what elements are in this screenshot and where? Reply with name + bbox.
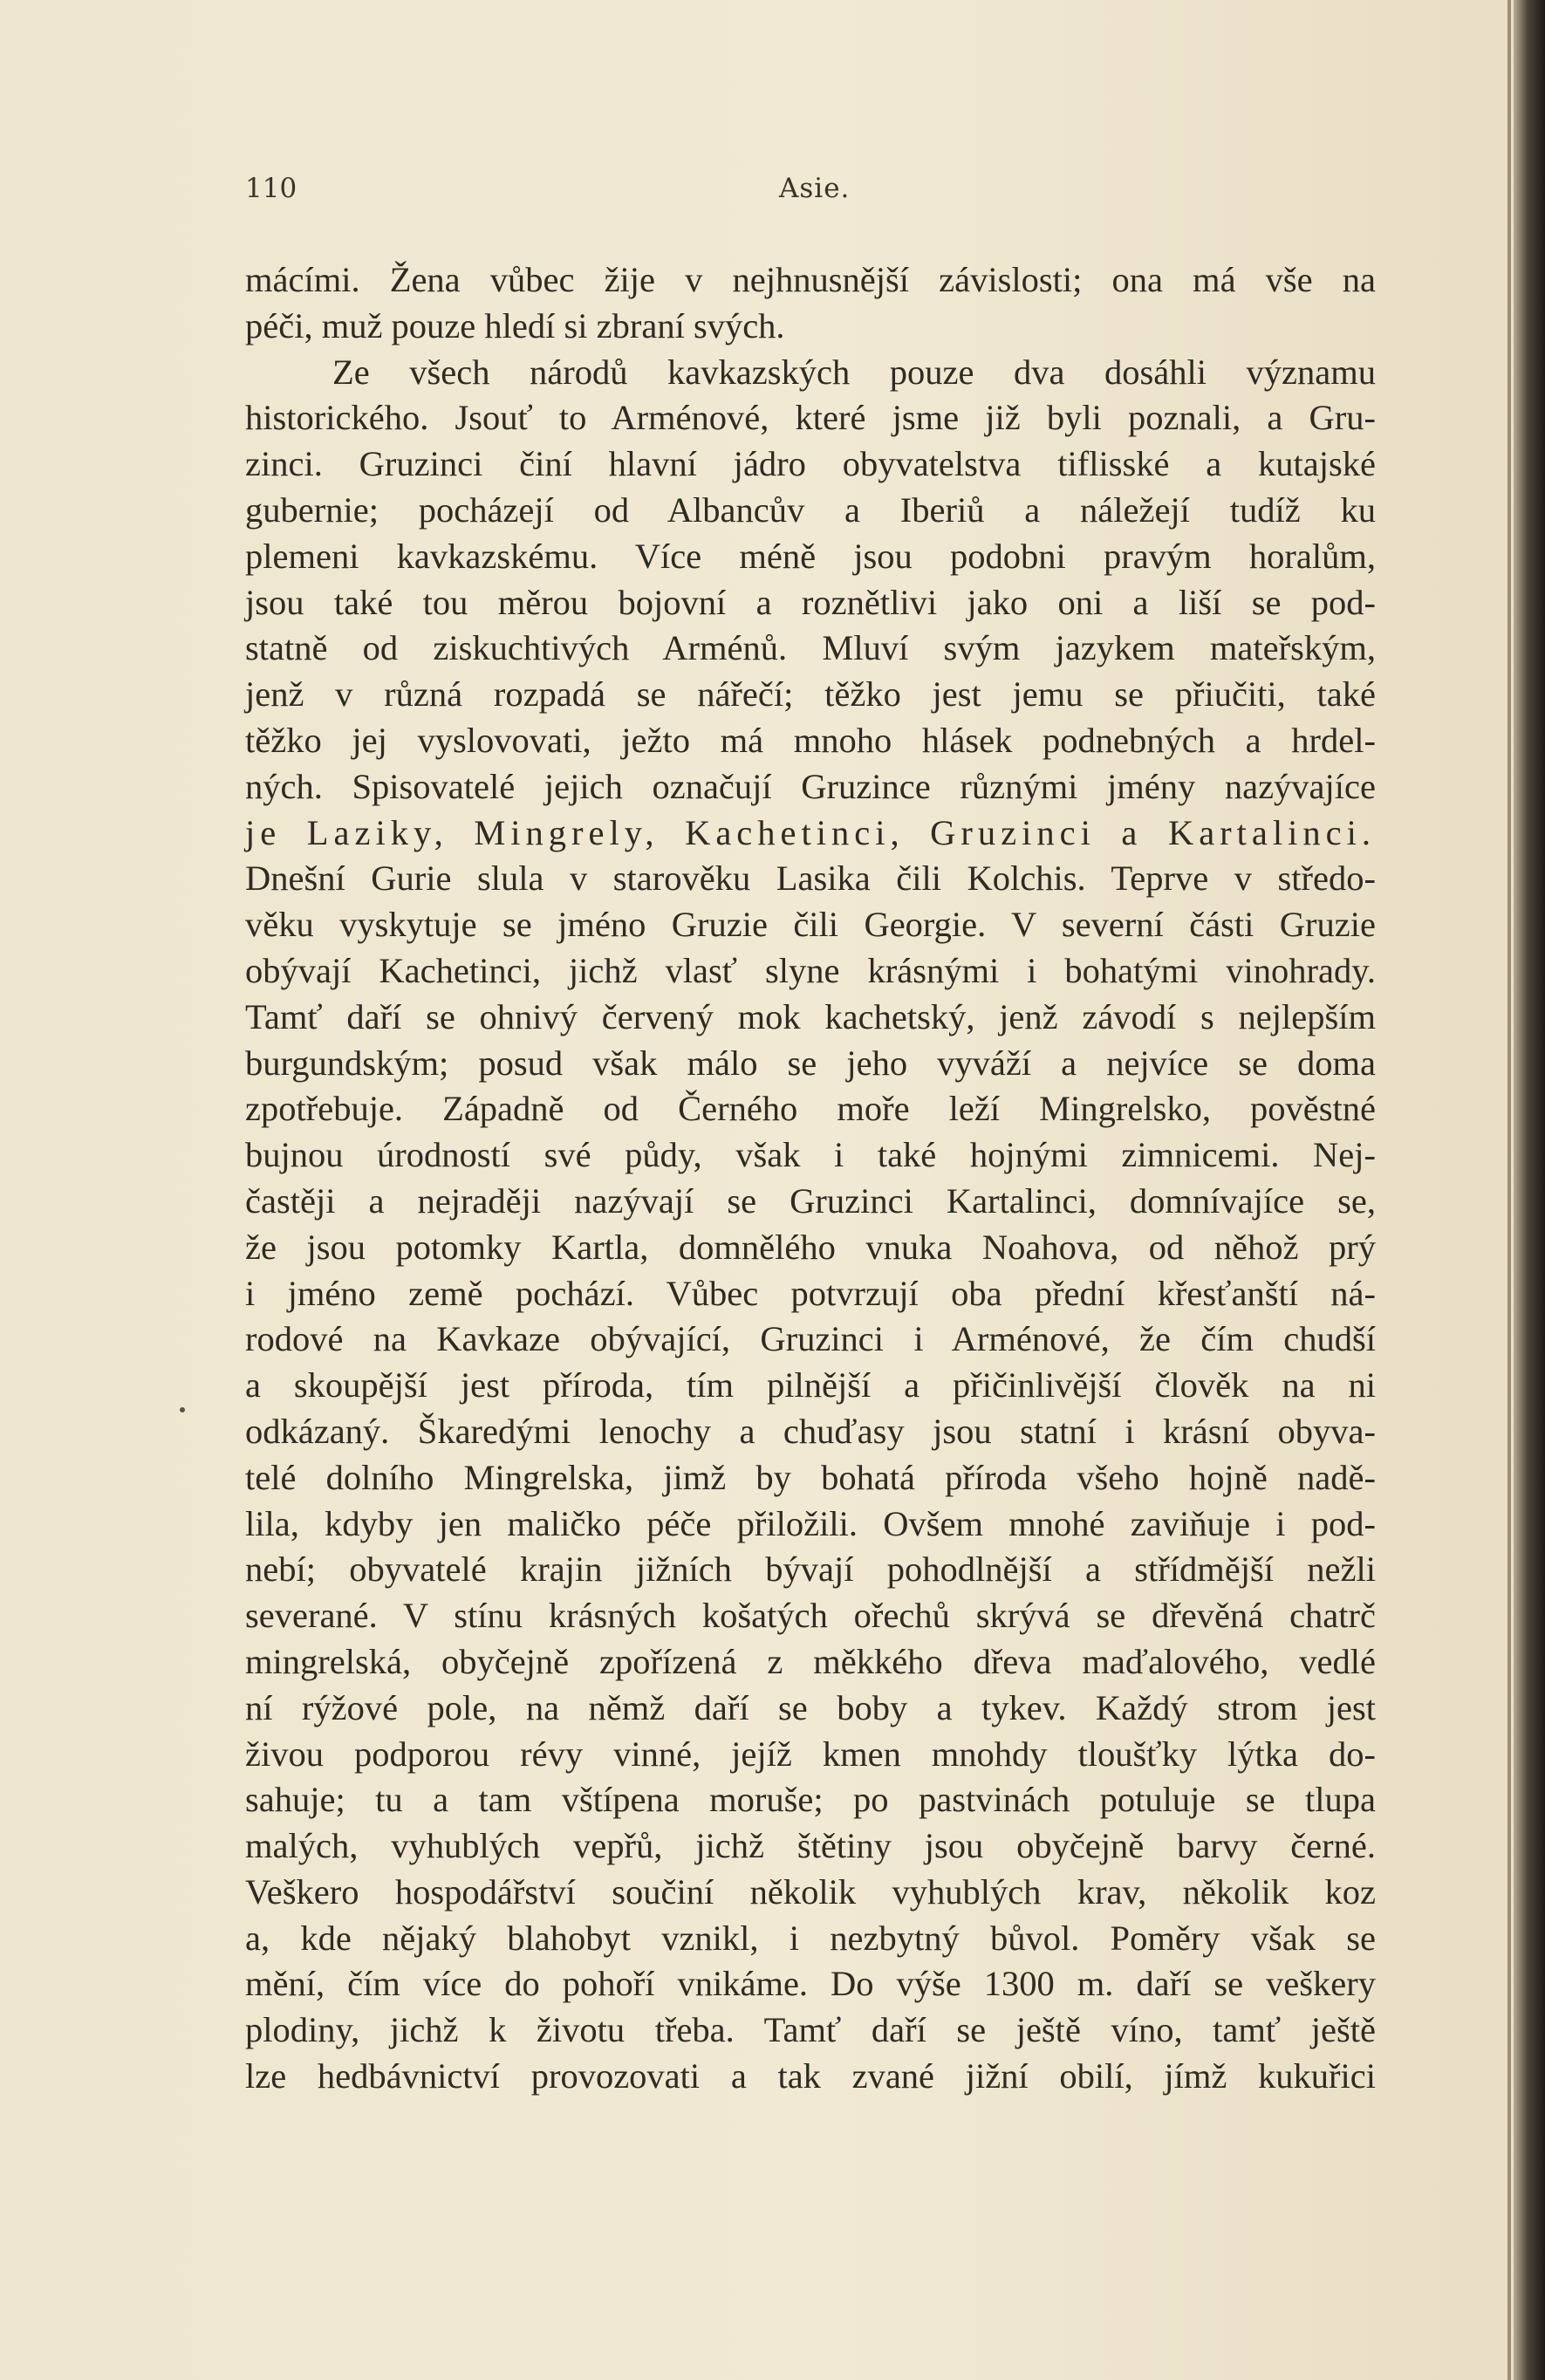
body-text	[245, 257, 1376, 2100]
page-number: 110	[245, 173, 297, 204]
text-line: nebí; obyvatelé krajin jižních bývají pohodlnější a střídmější nežli	[245, 1549, 1376, 1590]
text-line: a, kde nějaký blahobyt vznikl, i nezbytný bůvol. Poměry však se	[245, 1918, 1376, 1958]
text-line: statně od ziskuchtivých Arménů. Mluví svým jazykem mateřským,	[245, 628, 1376, 668]
text-line: sahuje; tu a tam vštípena moruše; po pastvinách potuluje se tlupa	[245, 1780, 1376, 1820]
text-line: bujnou úrodností své půdy, však i také hojnými zimnicemi. Nej-	[245, 1135, 1376, 1175]
text-line: věku vyskytuje se jméno Gruzie čili Georgie. V severní části Gruzie	[245, 905, 1376, 945]
text-line: burgundským; posud však málo se jeho vyváží a nejvíce se doma	[245, 1043, 1376, 1083]
text-line: obývají Kachetinci, jichž vlasť slyne krásnými i bohatými vinohrady.	[245, 950, 1376, 990]
text-line: historického. Jsouť to Arménové, které jsme již byli poznali, a Gru-	[245, 398, 1376, 438]
text-line: Dnešní Gurie slula v starověku Lasika čili Kolchis. Teprve v středo-	[245, 858, 1376, 899]
text-line: živou podporou révy vinné, jejíž kmen mnohdy tloušťky lýtka do-	[245, 1734, 1376, 1774]
text-line: rodové na Kavkaze obývající, Gruzinci i Arménové, že čím chudší	[245, 1319, 1376, 1359]
text-line: mění, čím více do pohoří vnikáme. Do výše 1300 m. daří se veškery	[245, 1964, 1376, 2004]
text-line: mácími. Žena vůbec žije v nejhnusnější závislosti; ona má vše na	[245, 260, 1376, 299]
text-line: jenž v různá rozpadá se nářečí; těžko jest jemu se přiučiti, také	[245, 674, 1376, 715]
text-line: ní rýžové pole, na němž daří se boby a tykev. Každý strom jest	[245, 1687, 1376, 1727]
text-line: ných. Spisovatelé jejich označují Gruzince různými jmény nazývajíce	[245, 766, 1376, 806]
text-line: Ze všech národů kavkazských pouze dva dosáhli významu	[332, 352, 1376, 392]
page-edge-line	[1507, 0, 1511, 2380]
text-line: Veškero hospodářství součiní několik vyhublých krav, několik koz	[245, 1871, 1376, 1912]
book-spine-shadow	[1514, 0, 1545, 2380]
text-line: plodiny, jichž k životu třeba. Tamť daří se ještě víno, tamť ještě	[245, 2010, 1376, 2050]
text-line: mingrelská, obyčejně zpořízená z měkkého dřeva maďalového, vedlé	[245, 1641, 1376, 1681]
page-header	[245, 173, 1376, 216]
text-line: lila, kdyby jen maličko péče přiložili. Ovšem mnohé zaviňuje i pod-	[245, 1503, 1376, 1543]
text-line: zpotřebuje. Západně od Černého moře leží Mingrelsko, pověstné	[245, 1089, 1376, 1129]
text-line: častěji a nejraději nazývají se Gruzinci Kartalinci, domnívajíce se,	[245, 1180, 1376, 1221]
text-line: jsou také tou měrou bojovní a roznětlivi jako oni a liší se pod-	[245, 582, 1376, 622]
text-line: těžko jej vyslovovati, ježto má mnoho hlásek podnebných a hrdel-	[245, 720, 1376, 760]
margin-dot	[180, 1407, 185, 1412]
text-line: plemeni kavkazskému. Více méně jsou podobni pravým horalům,	[245, 536, 1376, 576]
text-line: že jsou potomky Kartla, domnělého vnuka Noahova, od něhož prý	[245, 1227, 1376, 1267]
text-line: a skoupější jest příroda, tím pilnější a přičinlivější člověk na ni	[245, 1365, 1376, 1405]
text-line: péči, muž pouze hledí si zbraní svých.	[245, 305, 785, 345]
text-line: malých, vyhublých vepřů, jichž štětiny jsou obyčejně barvy černé.	[245, 1826, 1376, 1866]
text-line: Tamť daří se ohnivý červený mok kachetský, jenž závodí s nejlepším	[245, 996, 1376, 1036]
text-line: odkázaný. Škaredými lenochy a chuďasy jsou statní i krásní obyva-	[245, 1411, 1376, 1451]
text-line: zinci. Gruzinci činí hlavní jádro obyvatelstva tiflisské a kutajské	[245, 444, 1376, 484]
running-head: Asie.	[779, 173, 851, 204]
text-line: je Laziky, Mingrely, Kachetinci, Gruzinci a Kartalinci.	[245, 812, 1376, 852]
text-line: severané. V stínu krásných košatých ořechů skrývá se dřevěná chatrč	[245, 1596, 1376, 1636]
text-line: i jméno země pochází. Vůbec potvrzují oba přední křesťanští ná-	[245, 1273, 1376, 1313]
text-line: lze hedbávnictví provozovati a tak zvané jižní obilí, jímž kukuřici	[245, 2056, 1376, 2096]
text-line: gubernie; pocházejí od Albancův a Iberiů a náležejí tudíž ku	[245, 489, 1376, 530]
text-line: telé dolního Mingrelska, jimž by bohatá příroda všeho hojně nadě-	[245, 1457, 1376, 1497]
